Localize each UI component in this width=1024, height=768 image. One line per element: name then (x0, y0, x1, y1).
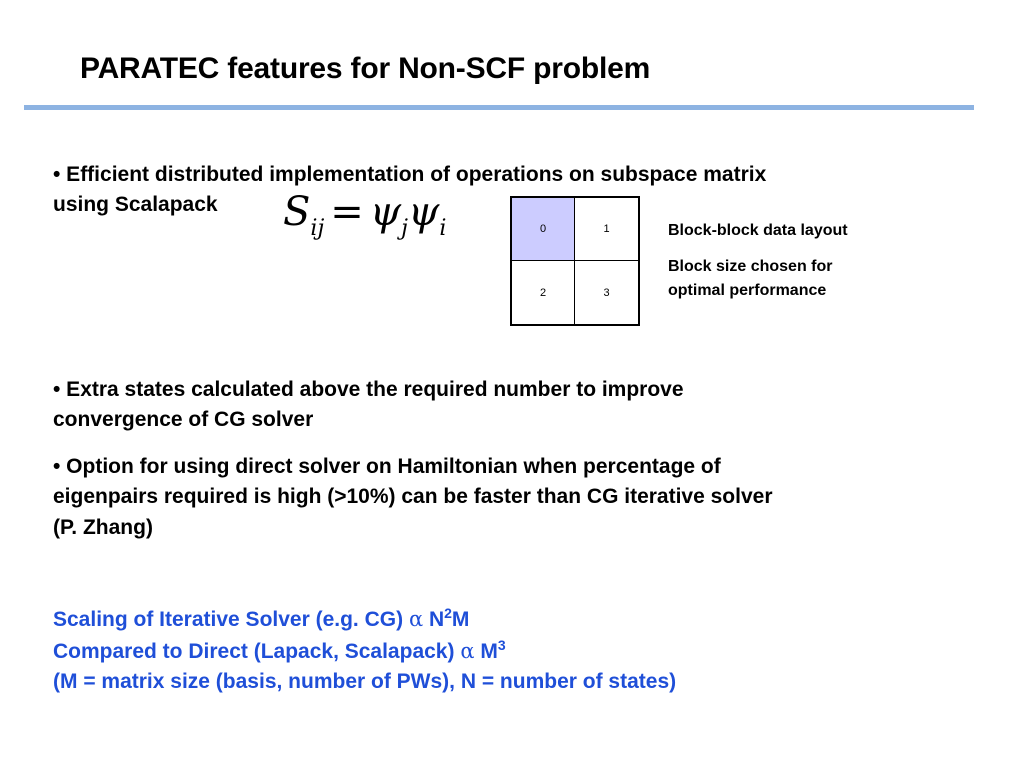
eq-lhs-sub: ij (310, 216, 325, 241)
grid-cell-1: 1 (575, 198, 638, 261)
scaling-iterative-text: Scaling of Iterative Solver (e.g. CG) (53, 608, 409, 631)
note-block-layout: Block-block data layout (668, 222, 848, 239)
note-block-size-line1: Block size chosen for (668, 258, 833, 275)
eq-psi-j-sub: j (401, 216, 408, 241)
bullet-efficient-line1: • Efficient distributed implementation of operations on subspace matrix (53, 163, 767, 186)
title-divider (24, 105, 974, 110)
block-layout-grid (510, 196, 640, 326)
scaling-iterative-exp: 2 (444, 605, 452, 621)
bullet-direct-solver-line1: • Option for using direct solver on Hamiltonian when percentage of (53, 455, 721, 478)
bullet-efficient-line2: using Scalapack (53, 193, 218, 216)
eq-psi-j: ψ (369, 189, 402, 235)
bullet-extra-states-line2: convergence of CG solver (53, 408, 314, 431)
alpha-symbol: α (408, 607, 424, 631)
grid-cell-3: 3 (603, 286, 610, 299)
alpha-symbol: α (460, 639, 475, 663)
eq-lhs: S (283, 189, 311, 235)
bullet-direct-solver-line3: (P. Zhang) (53, 516, 153, 539)
subspace-matrix-equation (283, 187, 446, 254)
scaling-definitions-line: (M = matrix size (basis, number of PWs), N = number of states) (53, 670, 677, 693)
bullet-extra-states-line1: • Extra states calculated above the required number to improve (53, 378, 684, 401)
scaling-iterative-m: M (451, 608, 470, 631)
scaling-direct-m: M (474, 640, 498, 663)
eq-psi-i: ψ (407, 189, 440, 235)
grid-cell-2: 2 (512, 261, 575, 324)
scaling-iterative-n: N (423, 608, 445, 631)
scaling-direct-exp: 3 (497, 637, 506, 653)
eq-psi-i-sub: i (439, 216, 447, 241)
bullet-direct-solver-line2: eigenpairs required is high (>10%) can be faster than CG iterative solver (53, 485, 773, 508)
scaling-direct-line (53, 636, 506, 667)
eq-equals: = (330, 189, 364, 235)
scaling-iterative-line (53, 604, 469, 635)
slide-title: PARATEC features for Non-SCF problem (80, 52, 651, 85)
note-block-size-line2: optimal performance (668, 282, 827, 299)
scaling-direct-text: Compared to Direct (Lapack, Scalapack) (53, 640, 461, 663)
grid-cell-0: 0 (512, 198, 575, 261)
